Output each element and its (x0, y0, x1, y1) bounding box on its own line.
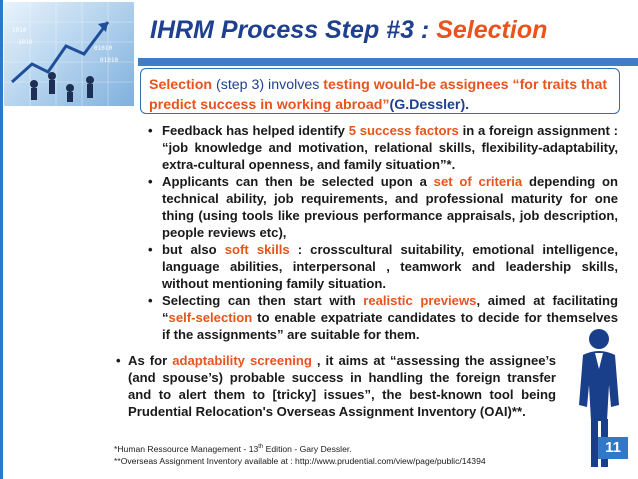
bullet-highlight: 5 success factors (348, 123, 459, 138)
bullet-text: As for (128, 353, 173, 368)
intro-text: (step 3) involves (212, 77, 324, 93)
left-accent-rule (0, 0, 3, 479)
bullet-adaptability (116, 352, 556, 420)
intro-callout (140, 68, 620, 114)
bullet-highlight: realistic previews (363, 293, 477, 308)
bullet-success-factors (148, 122, 618, 173)
intro-highlight: testing would-be assignees “for traits that predict success in working abroad” (149, 77, 608, 113)
bullet-text: , aimed at facilitating “ (162, 293, 618, 325)
bullet-text: in a foreign assignment : “job knowledge and motivation, relational skills, flexibility-adaptability, extra-cultural openness, and family situation”*. (162, 123, 619, 172)
bullet-text: Feedback has helped identify (162, 123, 349, 138)
footnote-text: *Human Ressource Management - 13 (114, 443, 259, 454)
hero-illustration (4, 2, 134, 106)
bullet-highlight: soft skills (224, 242, 290, 257)
binary-label: 1010 (12, 27, 27, 34)
slide-title (150, 16, 547, 45)
adaptability-panel (112, 350, 560, 436)
page-number-badge: 11 (598, 437, 628, 459)
bullet-text: Applicants can then be selected upon a (162, 174, 434, 189)
title-divider (138, 58, 638, 66)
intro-term: Selection (149, 77, 213, 93)
bullet-text: Selecting can then start with (162, 293, 364, 308)
binary-label: 1010 (18, 39, 33, 46)
title-main: IHRM Process Step #3 : (150, 16, 437, 44)
bullet-highlight: adaptability screening (172, 353, 312, 368)
footnote-sup: th (258, 444, 264, 450)
binary-label: 01010 (94, 45, 113, 52)
footnote-text: Edition - Gary Dessler. (263, 443, 352, 454)
bullet-criteria (148, 173, 618, 241)
binary-label: 01010 (100, 57, 119, 64)
growth-chart-icon (4, 2, 134, 106)
bullet-text: but also (162, 242, 225, 257)
bullet-text: : crosscultural suitability, emotional intelligence, language abilities, interpersonal , teamwork and leadership skills, without mentioning family situation. (162, 242, 618, 291)
bullet-text: depending on technical ability, job requirements, and professional maturity for one thing (using tools like previous performance appraisals, job description, people reviews etc), (162, 174, 619, 240)
bullet-highlight: set of criteria (433, 174, 523, 189)
bullet-realistic-previews (148, 292, 618, 343)
bullet-highlight: self-selection (168, 310, 253, 325)
bullet-text: , it aims at “assessing the assignee’s (and spouse’s) probable success in handling the foreign transfer and to alert them to [tricky] issues”, the best-known tool being Prudential Relocation's Overseas Assignment Inventory (OAI)**. (128, 353, 556, 419)
footnote-oai: **Overseas Assignment Inventory available at : http://www.prudential.com/view/page/public/14394 (114, 456, 486, 466)
footnote-dessler (114, 442, 352, 455)
title-accent: Selection (436, 16, 548, 44)
bullet-text: to enable expatriate candidates to decide for themselves if the assignments” are suitable for them. (162, 310, 618, 342)
bullet-list (148, 122, 618, 343)
intro-citation: (G.Dessler). (389, 97, 470, 113)
bullet-soft-skills (148, 241, 618, 292)
